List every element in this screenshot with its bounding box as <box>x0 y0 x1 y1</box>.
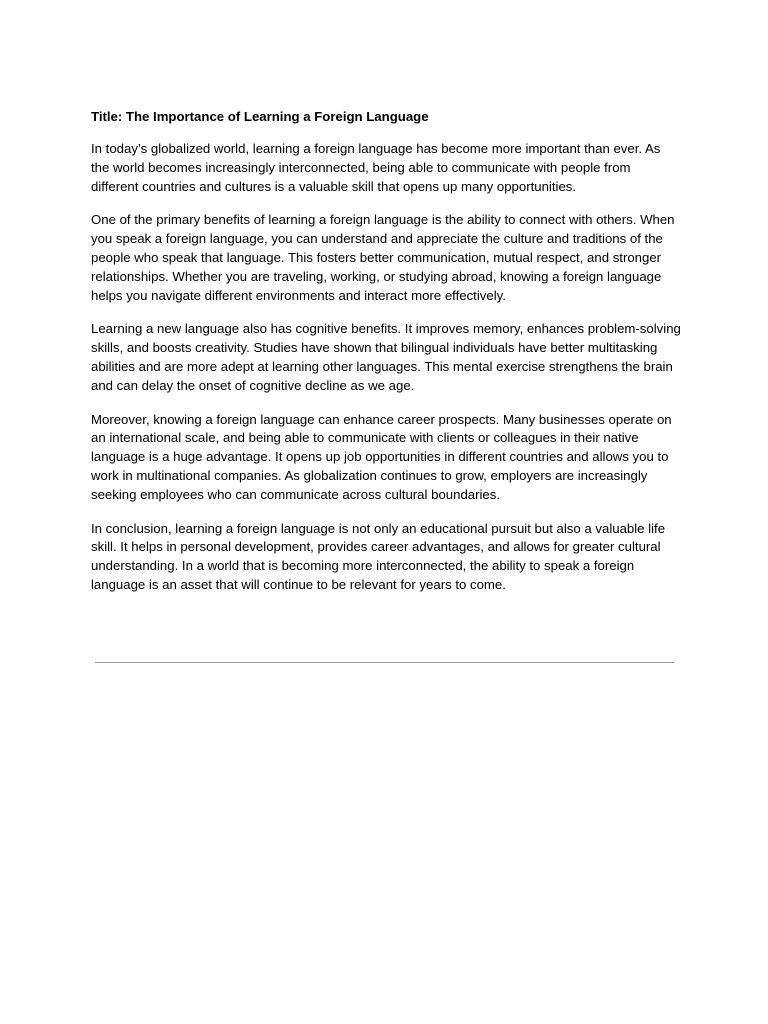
paragraph-cognitive: Learning a new language also has cognitive benefits. It improves memory, enhances problem-solving skills, and boosts creativity. Studies have shown that bilingual individuals have better multitasking abilities and are more adept at learning other languages. This mental exercise strengthens the brain and can delay the onset of cognitive decline as we age. <box>91 321 681 393</box>
document-body <box>91 107 681 610</box>
horizontal-divider <box>95 662 674 663</box>
paragraph-career: Moreover, knowing a foreign language can enhance career prospects. Many businesses operate on an international scale, and being able to communicate with clients or colleagues in their native language is a huge advantage. It opens up job opportunities in different countries and allows you to work in multinational companies. As globalization continues to grow, employers are increasingly seeking employees who can communicate across cultural boundaries. <box>91 411 672 502</box>
paragraph-intro: In today’s globalized world, learning a foreign language has become more important than ever. As the world becomes increasingly interconnected, being able to communicate with people from different countries and cultures is a valuable skill that opens up many opportunities. <box>91 141 661 194</box>
paragraph-conclusion: In conclusion, learning a foreign language is not only an educational pursuit but also a valuable life skill. It helps in personal development, provides career advantages, and allows for greater cultural understanding. In a world that is becoming more interconnected, the ability to speak a foreign language is an asset that will continue to be relevant for years to come. <box>91 520 666 592</box>
document-title: Title: The Importance of Learning a Foreign Language <box>91 109 429 124</box>
paragraph-connection: One of the primary benefits of learning a foreign language is the ability to connect with others. When you speak a foreign language, you can understand and appreciate the culture and traditions of the people who speak that language. This fosters better communication, mutual respect, and stronger relationships. Whether you are traveling, working, or studying abroad, knowing a foreign language helps you navigate different environments and interact more effectively. <box>91 212 675 303</box>
